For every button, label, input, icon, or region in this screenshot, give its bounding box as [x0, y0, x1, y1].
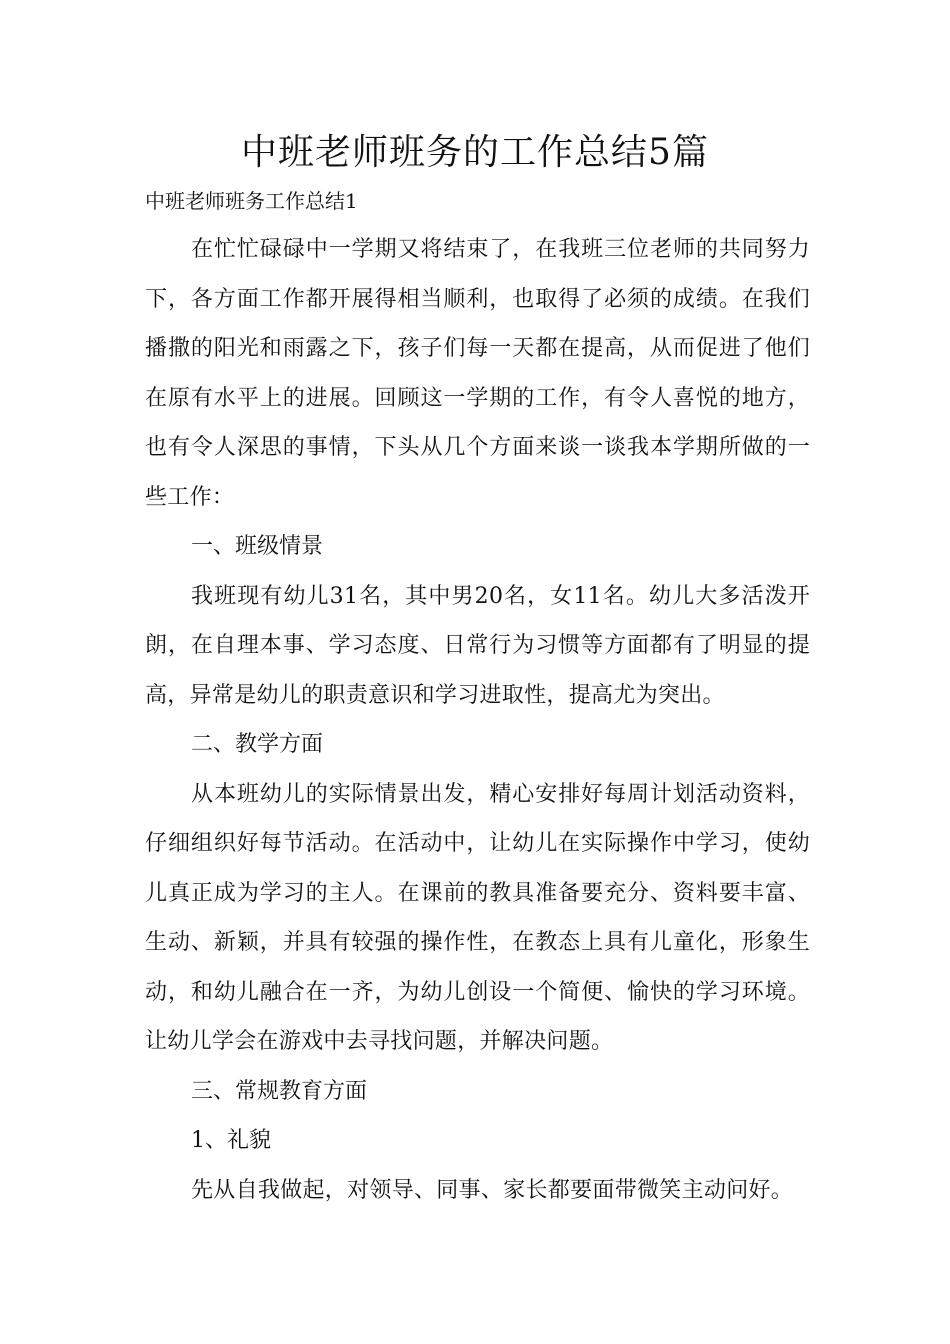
section-heading-teaching: 二、教学方面 [191, 732, 324, 757]
section-heading-routine-education: 三、常规教育方面 [191, 1078, 368, 1104]
document-title: 中班老师班务的工作总结5篇 [241, 132, 709, 173]
intro-paragraph: 在忙忙碌碌中一学期又将结束了，在我班三位老师的共同努力下，各方面工作都开展得相当顺利，也取得了必须的成绩。在我们播撒的阳光和雨露之下，孩子们每一天都在提高，从而促进了他们在原有水平上的进展。回顾这一学期的工作，有令人喜悦的地方，也有令人深思的事情，下头从几个方面来谈一谈我本学期所做的一些工作： [145, 237, 810, 510]
manners-paragraph: 先从自我做起，对领导、同事、家长都要面带微笑主动问好。 [191, 1177, 794, 1203]
teaching-paragraph: 从本班幼儿的实际情景出发，精心安排好每周计划活动资料，仔细组织好每节活动。在活动中，让幼儿在实际操作中学习，使幼儿真正成为学习的主人。在课前的教具准备要充分、资料要丰富、生动、新颖，并具有较强的操作性，在教态上具有儿童化，形象生动，和幼儿融合在一齐，为幼儿创设一个简便、愉快的学习环境。让幼儿学会在游戏中去寻找问题，并解决问题。 [145, 781, 810, 1054]
document-body [145, 177, 810, 1215]
section-subtitle: 中班老师班务工作总结1 [145, 189, 358, 213]
subsection-heading-manners: 1、礼貌 [191, 1128, 271, 1153]
class-situation-paragraph: 我班现有幼儿31名，其中男20名，女11名。幼儿大多活泼开朗，在自理本事、学习态度、日常行为习惯等方面都有了明显的提高，异常是幼儿的职责意识和学习进取性，提高尤为突出。 [145, 583, 810, 708]
section-heading-class-situation: 一、班级情景 [191, 534, 324, 559]
